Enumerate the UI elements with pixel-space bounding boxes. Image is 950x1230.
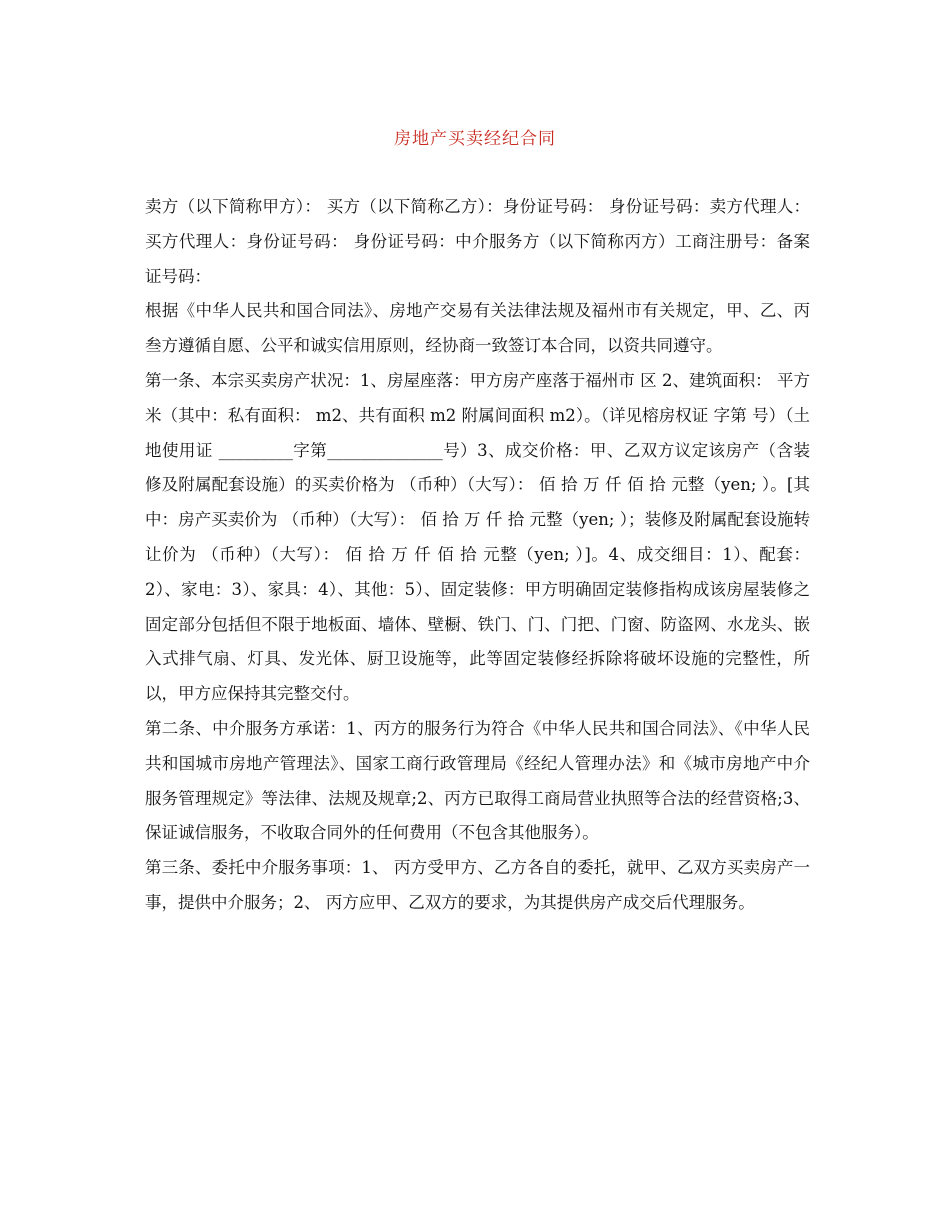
paragraph-preamble: 根据《中华人民共和国合同法》、房地产交易有关法律法规及福州市有关规定，甲、乙、丙叁方遵循自愿、公平和诚实信用原则，经协商一致签订本合同，以资共同遵守。 bbox=[145, 301, 810, 356]
document-title: 房地产买卖经纪合同 bbox=[394, 129, 556, 149]
paragraph-article-1: 第一条、本宗买卖房产状况：1、房屋座落：甲方房产座落于福州市 区 2、建筑面积： 平方米（其中：私有面积： m2、共有面积 m2 附属间面积 m2）。（详见榕房权证 字第 号）（土地使用证 _________字第______________号）3、成交价格：甲、乙双方议定该房产（含装修及附属配套设施）的买卖价格为 （币种）（大写）： 佰 拾 万 仟 佰 拾 元整（yen; ）。[其中：房产买卖价为 （币种）（大写）： 佰 拾 万 仟 拾 元整（yen; ）；装修及附属配套设施转让价为 （币种）（大写）： 佰 拾 万 仟 佰 拾 元整（yen; ）]。4、成交细目：1）、配套：2）、家电：3）、家具：4）、其他：5）、固定装修：甲方明确固定装修指构成该房屋装修之固定部分包括但不限于地板面、墙体、壁橱、铁门、门、门把、门窗、防盗网、水龙头、嵌入式排气扇、灯具、发光体、厨卫设施等，此等固定装修经拆除将破坏设施的完整性，所以，甲方应保持其完整交付。 bbox=[145, 370, 810, 704]
document-body bbox=[145, 190, 810, 921]
paragraph-article-3: 第三条、委托中介服务事项：1、 丙方受甲方、乙方各自的委托，就甲、乙双方买卖房产一事，提供中介服务；2、 丙方应甲、乙双方的要求，为其提供房产成交后代理服务。 bbox=[145, 858, 810, 912]
paragraph-article-2: 第二条、中介服务方承诺：1、丙方的服务行为符合《中华人民共和国合同法》、《中华人民共和国城市房地产管理法》、国家工商行政管理局《经纪人管理办法》和《城市房地产中介服务管理规定》等法律、法规及规章;2、丙方已取得工商局营业执照等合法的经营资格;3、 保证诚信服务，不收取合同外的任何费用（不包含其他服务）。 bbox=[145, 718, 810, 843]
paragraph-parties: 卖方（以下简称甲方）： 买方（以下简称乙方）：身份证号码： 身份证号码：卖方代理人： 买方代理人：身份证号码： 身份证号码：中介服务方（以下简称丙方）工商注册号：备案证号码： bbox=[145, 197, 810, 286]
